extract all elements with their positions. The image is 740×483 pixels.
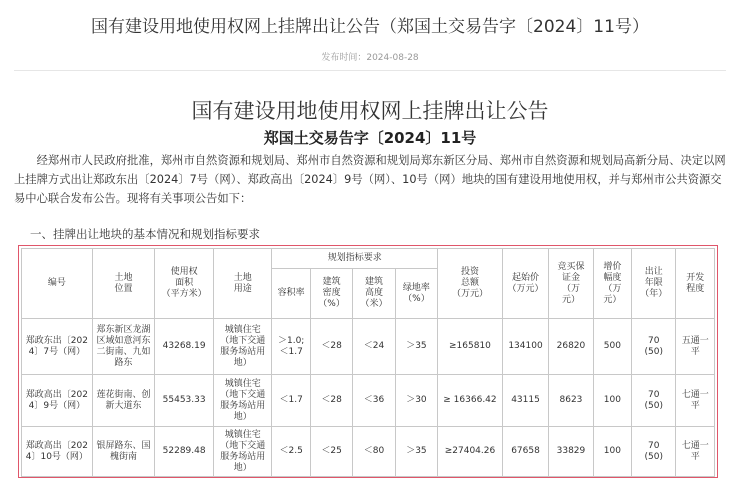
cell-investment: ≥27404.26: [438, 427, 503, 477]
cell-term: 70 (50): [632, 375, 676, 427]
cell-dev-level: 七通一平: [676, 375, 715, 427]
document-title: 国有建设用地使用权网上挂牌出让公告: [191, 99, 549, 123]
publish-label: 发布时间：: [321, 53, 367, 63]
cell-area: 52289.48: [155, 427, 214, 477]
cell-area: 55453.33: [155, 375, 214, 427]
cell-far: ＜2.5: [272, 427, 310, 477]
header-location: 土地 位置: [92, 249, 155, 319]
parcel-table: [21, 248, 715, 477]
header-term: 出让 年限 （年）: [632, 249, 676, 319]
cell-green: ＞30: [395, 375, 437, 427]
cell-start-price: 134100: [502, 319, 548, 375]
cell-start-price: 67658: [502, 427, 548, 477]
publish-date: 2024-08-28: [366, 53, 419, 63]
cell-use: 城镇住宅（地下交通服务场站用地）: [213, 375, 272, 427]
cell-density: ＜28: [310, 319, 352, 375]
cell-investment: ≥165810: [438, 319, 503, 375]
document-number: 郑国土交易告字〔2024〕11号: [263, 129, 477, 147]
header-increment: 增价 幅度 （万 元）: [593, 249, 631, 319]
header-parcel-no: 编号: [22, 249, 93, 319]
publish-time: [0, 50, 740, 63]
cell-dev-level: 五通一平: [676, 319, 715, 375]
cell-parcel-no: 郑政高出〔2024〕10号（网）: [22, 427, 93, 477]
cell-start-price: 43115: [502, 375, 548, 427]
header-planning: 规划指标要求: [272, 249, 438, 269]
cell-deposit: 26820: [549, 319, 593, 375]
cell-far: ＞1.0;＜1.7: [272, 319, 310, 375]
table-row: [22, 375, 715, 427]
cell-green: ＞35: [395, 427, 437, 477]
header-far: 容积率: [272, 269, 310, 319]
cell-investment: ≥ 16366.42: [438, 375, 503, 427]
cell-density: ＜25: [310, 427, 352, 477]
cell-density: ＜28: [310, 375, 352, 427]
cell-area: 43268.19: [155, 319, 214, 375]
cell-use: 城镇住宅（地下交通服务场站用地）: [213, 427, 272, 477]
cell-increment: 100: [593, 375, 631, 427]
page-title: 国有建设用地使用权网上挂牌出让公告（郑国土交易告字〔2024〕11号）: [91, 17, 649, 37]
table-row: [22, 319, 715, 375]
cell-parcel-no: 郑政东出〔2024〕7号（网）: [22, 319, 93, 375]
divider: [14, 70, 726, 71]
header-use: 土地 用途: [213, 249, 272, 319]
cell-height: ＜36: [353, 375, 395, 427]
cell-increment: 100: [593, 427, 631, 477]
section-heading: 一、挂牌出让地块的基本情况和规划指标要求: [30, 227, 260, 241]
header-start-price: 起始价 （万元）: [502, 249, 548, 319]
header-deposit: 竞买保 证金 （万 元）: [549, 249, 593, 319]
cell-deposit: 33829: [549, 427, 593, 477]
cell-parcel-no: 郑政高出〔2024〕9号（网）: [22, 375, 93, 427]
cell-location: 银屏路东、国槐街南: [92, 427, 155, 477]
cell-green: ＞35: [395, 319, 437, 375]
header-density: 建筑 密度 （%）: [310, 269, 352, 319]
cell-deposit: 8623: [549, 375, 593, 427]
cell-term: 70 (50): [632, 427, 676, 477]
cell-height: ＜24: [353, 319, 395, 375]
header-height: 建筑 高度 （米）: [353, 269, 395, 319]
header-area: 使用权 面积 （平方米）: [155, 249, 214, 319]
cell-location: 郑东新区龙湖区域如意河东二街南、九如路东: [92, 319, 155, 375]
cell-use: 城镇住宅（地下交通服务场站用地）: [213, 319, 272, 375]
cell-height: ＜80: [353, 427, 395, 477]
cell-term: 70 (50): [632, 319, 676, 375]
highlighted-table-frame: [18, 245, 718, 478]
cell-location: 莲花街南、创新大道东: [92, 375, 155, 427]
cell-far: ＜1.7: [272, 375, 310, 427]
header-dev-level: 开发 程度: [676, 249, 715, 319]
cell-dev-level: 七通一平: [676, 427, 715, 477]
header-investment: 投资 总额 （万元）: [438, 249, 503, 319]
table-row: [22, 427, 715, 477]
intro-paragraph: 经郑州市人民政府批准，郑州市自然资源和规划局、郑州市自然资源和规划局郑东新区分局、郑州市自然资源和规划局高新分局、决定以网上挂牌方式出让郑政东出〔2024〕7号（网）、郑政高出〔2024〕9号（网）、10号（网）地块的国有建设用地使用权，并与郑州市公共资源交易中心联合发布公告。现将有关事项公告如下：: [14, 154, 726, 205]
cell-increment: 500: [593, 319, 631, 375]
header-green: 绿地率 （%）: [395, 269, 437, 319]
